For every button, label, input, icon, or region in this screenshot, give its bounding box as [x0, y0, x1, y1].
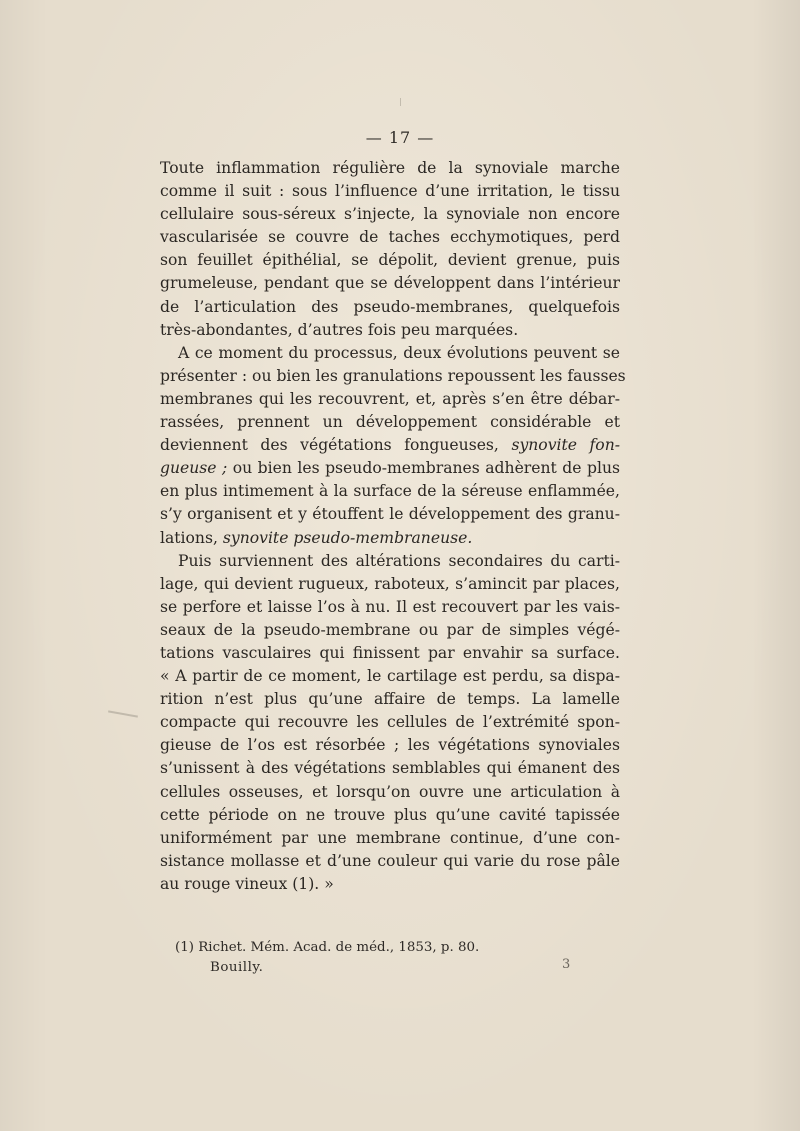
text-segment: s’y organisent et y étouffent le développement des granu-	[160, 505, 620, 524]
text-line	[160, 226, 620, 249]
text-segment: en plus intimement à la surface de la séreuse enflammée,	[160, 482, 620, 501]
text-line	[160, 688, 620, 711]
text-segment: très-abondantes, d’autres fois peu marquées.	[160, 320, 519, 339]
text-line	[160, 734, 620, 757]
text-segment: son feuillet épithélial, se dépolit, devient grenue, puis	[160, 251, 620, 270]
text-line	[160, 434, 620, 457]
text-segment: sistance mollasse et d’une couleur qui varie du rose pâle	[160, 851, 620, 870]
text-line	[160, 550, 620, 573]
text-segment: cette période on ne trouve plus qu’une cavité tapissée	[160, 805, 620, 824]
text-line	[160, 619, 620, 642]
text-line	[160, 781, 620, 804]
text-line	[160, 180, 620, 203]
text-segment: présenter : ou bien les granulations repoussent les fausses	[160, 366, 626, 385]
text-segment: A ce moment du processus, deux évolutions peuvent se	[178, 343, 620, 362]
text-segment: grumeleuse, pendant que se développent dans l’intérieur	[160, 274, 620, 293]
text-segment: se perfore et laisse l’os à nu. Il est recouvert par les vais-	[160, 597, 620, 616]
text-segment: au rouge vineux (1). »	[160, 874, 334, 893]
text-line	[160, 249, 620, 272]
text-line	[160, 873, 620, 896]
text-line	[160, 157, 620, 180]
text-line	[160, 503, 620, 526]
text-segment: rition n’est plus qu’une affaire de temps. La lamelle	[160, 690, 620, 709]
italic-text: synovite fon-	[511, 436, 621, 455]
text-segment: membranes qui les recouvrent, et, après s’en être débar-	[160, 389, 620, 408]
text-segment: lations,	[160, 528, 223, 547]
italic-text: synovite pseudo-membraneuse.	[222, 528, 473, 547]
text-segment: compacte qui recouvre les cellules de l’extrémité spon-	[160, 713, 620, 732]
text-segment: Toute inflammation régulière de la synoviale marche	[160, 159, 620, 177]
footnote: (1) Richet. Mém. Acad. de méd., 1853, p. 80.	[175, 940, 480, 955]
text-line	[160, 573, 620, 596]
text-line	[160, 757, 620, 780]
text-line	[160, 296, 620, 319]
text-line	[160, 665, 620, 688]
text-segment: gieuse de l’os est résorbée ; les végétations synoviales	[160, 736, 620, 755]
text-segment: vascularisée se couvre de taches ecchymotiques, perd	[160, 228, 620, 247]
margin-mark	[108, 710, 138, 717]
text-segment: seaux de la pseudo-membrane ou par de simples végé-	[160, 620, 620, 639]
text-segment: uniformément par une membrane continue, d’une con-	[160, 828, 620, 847]
text-segment: s’unissent à des végétations semblables qui émanent des	[160, 759, 620, 778]
margin-mark	[400, 98, 401, 106]
text-line	[160, 804, 620, 827]
signature-mark: 3	[562, 957, 571, 972]
text-line	[160, 827, 620, 850]
text-segment: comme il suit : sous l’influence d’une irritation, le tissu	[160, 182, 620, 201]
text-line	[160, 850, 620, 873]
text-line	[160, 388, 620, 411]
text-segment: rassées, prennent un développement considérable et	[160, 413, 620, 432]
text-segment: tations vasculaires qui finissent par envahir sa surface.	[160, 643, 620, 662]
text-segment: de l’articulation des pseudo-membranes, quelquefois	[160, 297, 620, 316]
body-text	[160, 157, 626, 896]
text-line	[160, 203, 620, 226]
text-segment: cellules osseuses, et lorsqu’on ouvre une articulation à	[160, 782, 620, 801]
text-segment: deviennent des végétations fongueuses,	[160, 436, 512, 455]
text-line	[160, 272, 620, 295]
text-line	[160, 480, 620, 503]
italic-text: gueuse ;	[160, 459, 228, 478]
text-line	[160, 642, 620, 665]
text-segment: « A partir de ce moment, le cartilage est perdu, sa dispa-	[160, 667, 620, 686]
text-line	[160, 365, 626, 388]
text-line	[160, 411, 620, 434]
text-segment: cellulaire sous-séreux s’injecte, la synoviale non encore	[160, 205, 620, 224]
page-number: — 17 —	[365, 128, 435, 147]
text-segment: ou bien les pseudo-membranes adhèrent de plus	[227, 459, 620, 478]
text-line	[160, 342, 620, 365]
text-segment: lage, qui devient rugueux, raboteux, s’amincit par places,	[160, 574, 620, 593]
text-line	[160, 319, 620, 342]
text-line	[160, 596, 620, 619]
text-segment: Puis surviennent des altérations secondaires du carti-	[178, 551, 620, 570]
text-line	[160, 457, 620, 480]
text-line	[160, 527, 620, 550]
text-line	[160, 711, 620, 734]
running-author: Bouilly.	[210, 960, 264, 975]
